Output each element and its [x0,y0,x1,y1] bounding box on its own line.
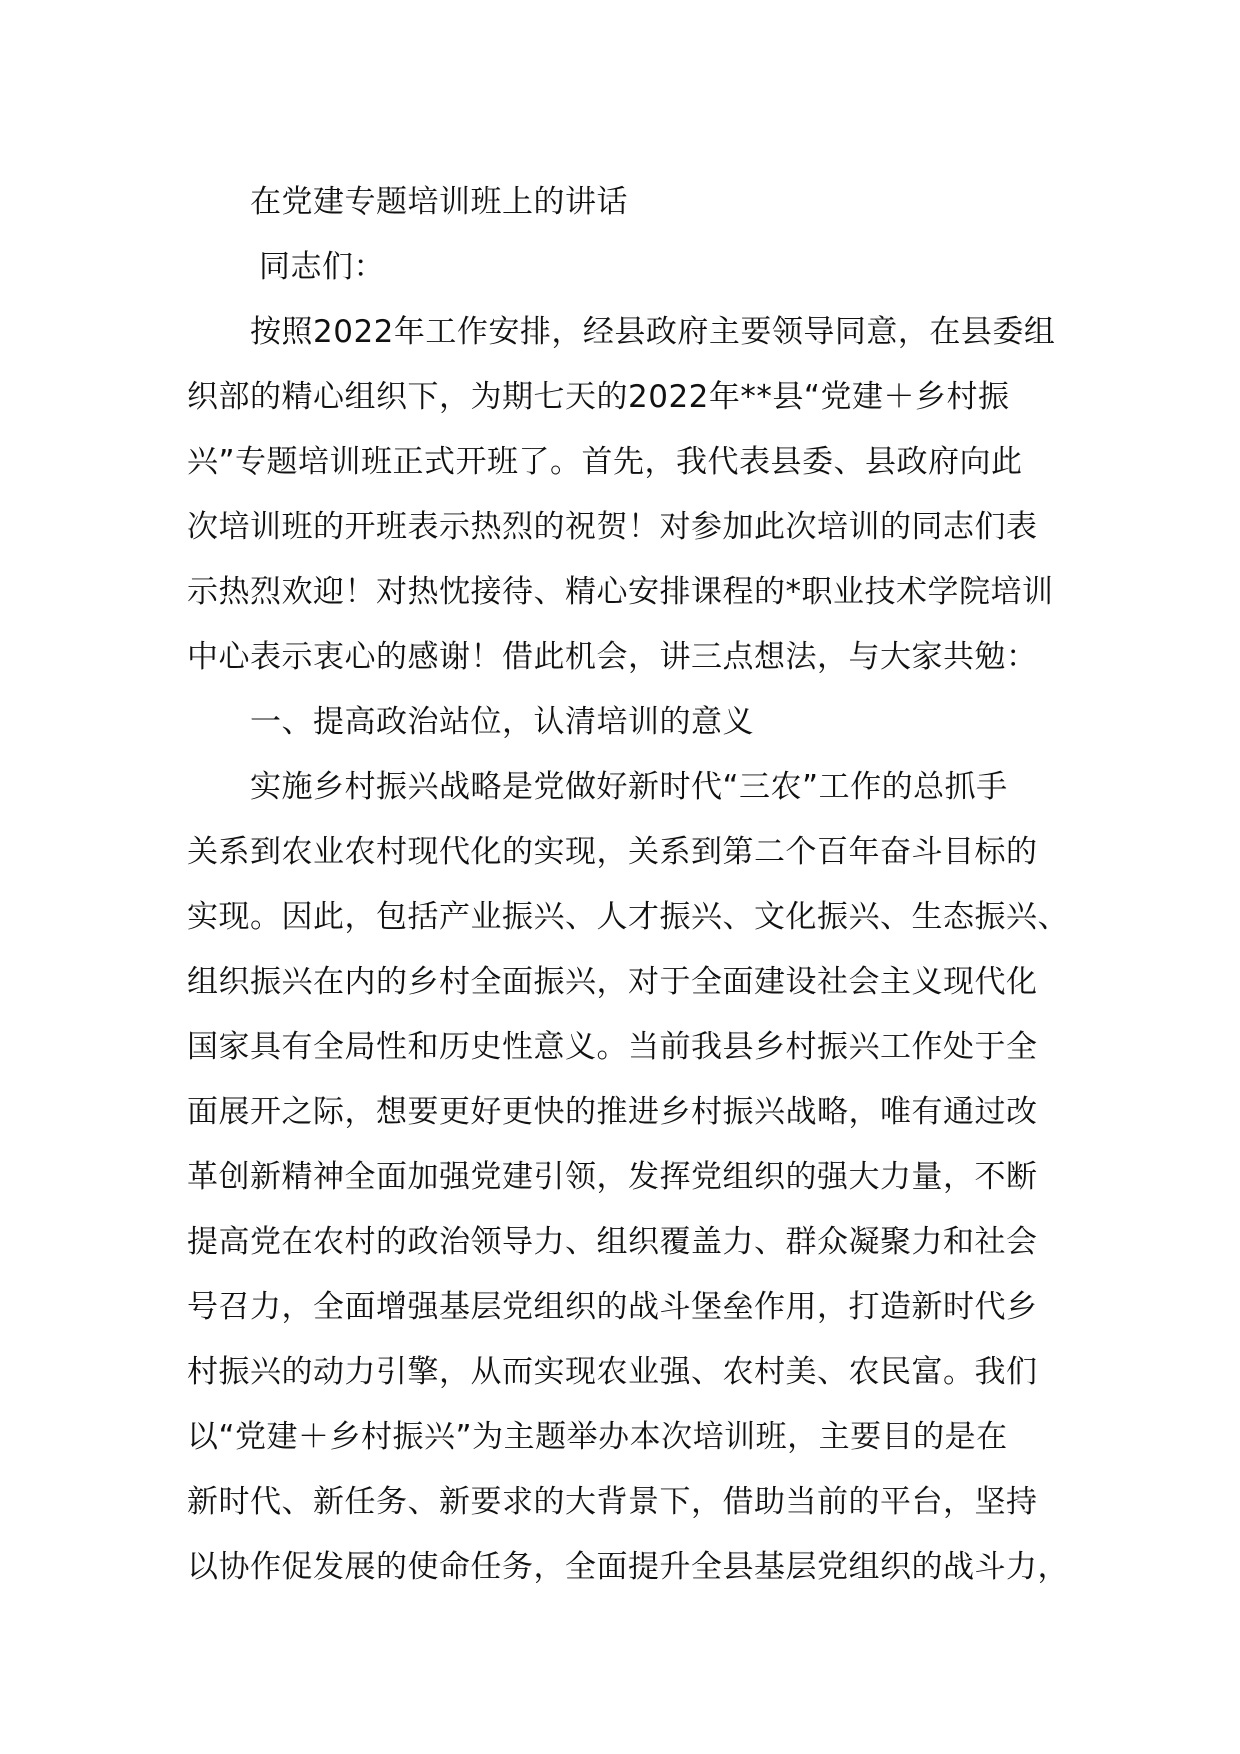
text-line: 革创新精神全面加强党建引领，发挥党组织的强大力量，不断 [187,1159,1038,1195]
text-line: 兴”专题培训班正式开班了。首先，我代表县委、县政府向此 [187,444,1023,480]
text-line: 村振兴的动力引擎，从而实现农业强、农村美、农民富。我们 [187,1354,1038,1390]
text-line: 号召力，全面增强基层党组织的战斗堡垒作用，打造新时代乡 [187,1289,1038,1325]
text-line: 按照2022年工作安排，经县政府主要领导同意，在县委组 [250,314,1056,350]
section-heading: 一、提高政治站位，认清培训的意义 [250,704,754,740]
text-line: 新时代、新任务、新要求的大背景下，借助当前的平台，坚持 [187,1484,1038,1520]
text-line: 实现。因此，包括产业振兴、人才振兴、文化振兴、生态振兴、 [187,899,1069,935]
text-line: 面展开之际，想要更好更快的推进乡村振兴战略，唯有通过改 [187,1094,1038,1130]
salutation: 同志们： [259,249,385,285]
document-body [187,170,1067,1600]
text-line: 提高党在农村的政治领导力、组织覆盖力、群众凝聚力和社会 [187,1224,1038,1260]
text-line: 织部的精心组织下，为期七天的2022年**县“党建＋乡村振 [187,379,1010,415]
text-line: 组织振兴在内的乡村全面振兴，对于全面建设社会主义现代化 [187,964,1038,1000]
text-line: 次培训班的开班表示热烈的祝贺！对参加此次培训的同志们表 [187,509,1038,545]
document-title: 在党建专题培训班上的讲话 [250,184,628,220]
text-line: 示热烈欢迎！对热忱接待、精心安排课程的*职业技术学院培训 [187,574,1054,610]
text-line: 以“党建＋乡村振兴”为主题举办本次培训班，主要目的是在 [187,1419,1008,1455]
text-line: 实施乡村振兴战略是党做好新时代“三农”工作的总抓手 [250,769,1008,805]
text-line: 关系到农业农村现代化的实现，关系到第二个百年奋斗目标的 [187,834,1038,870]
text-line: 中心表示衷心的感谢！借此机会，讲三点想法，与大家共勉： [187,639,1038,675]
text-line: 以协作促发展的使命任务，全面提升全县基层党组织的战斗力， [187,1549,1069,1585]
text-line: 国家具有全局性和历史性意义。当前我县乡村振兴工作处于全 [187,1029,1038,1065]
